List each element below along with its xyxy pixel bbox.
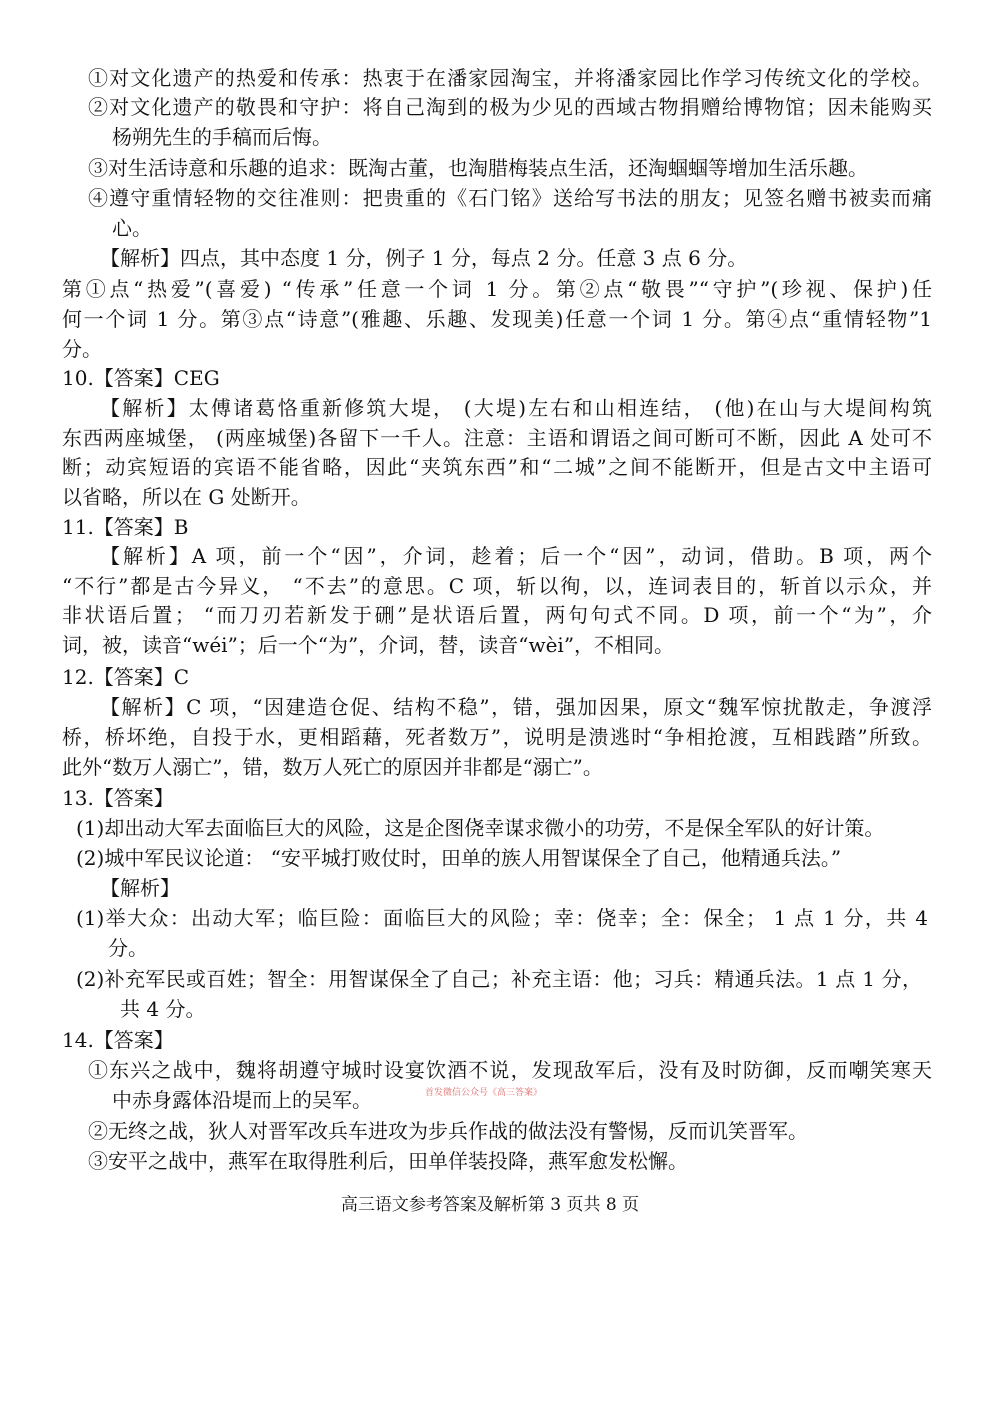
q9-point-2-cont: 杨朔先生的手稿而后悔。 (112, 125, 332, 149)
q13-answer: 13.【答案】 (62, 786, 174, 810)
q13-analysis-1: (1)举大众：出动大军；临巨险：面临巨大的风险；幸：侥幸；全：保全； 1 点 1 分，共 4 (76, 906, 928, 930)
q13-analysis-2-cont: 共 4 分。 (120, 997, 206, 1021)
q12-answer: 12.【答案】C (62, 665, 190, 689)
q9-analysis-3: 何一个词 1 分。第③点“诗意”(雅趣、乐趣、发现美)任意一个词 1 分。第④点“重情轻物”1 (62, 307, 932, 331)
q9-point-3: ③对生活诗意和乐趣的追求：既淘古董，也淘腊梅装点生活，还淘蝈蝈等增加生活乐趣。 (88, 156, 868, 180)
q12-analysis-1: 【解析】C 项，“因建造仓促、结构不稳”，错，强加因果，原文“魏军惊扰散走，争渡浮 (100, 695, 932, 719)
page-footer: 高三语文参考答案及解析第 3 页共 8 页 (340, 1195, 640, 1215)
q12-analysis-3: 此外“数万人溺亡”，错，数万人死亡的原因并非都是“溺亡”。 (62, 755, 603, 779)
q9-analysis-2: 第①点“热爱”(喜爱) “传承”任意一个词 1 分。第②点“敬畏”“守护”(珍视、保护)任 (62, 277, 932, 301)
q11-analysis-2: “不行”都是古今异义， “不去”的意思。C 项，斩以徇，以，连词表目的，斩首以示众，并 (62, 574, 932, 598)
q13-answer-2: (2)城中军民议论道： “安平城打败仗时，田单的族人用智谋保全了自己，他精通兵法。” (76, 846, 842, 870)
q11-analysis-3: 非状语后置； “而刀刃若新发于硎”是状语后置，两句句式不同。D 项，前一个“为”，介 (62, 603, 932, 627)
q10-analysis-2: 东西两座城堡， (两座城堡)各留下一千人。注意：主语和谓语之间可断可不断，因此 A 处可不 (62, 426, 932, 450)
q11-analysis-4: 词，被，读音“wéi”；后一个“为”，介词，替，读音“wèi”，不相同。 (62, 633, 675, 657)
q13-analysis-1-cont: 分。 (108, 936, 148, 960)
q9-point-4: ④遵守重情轻物的交往准则：把贵重的《石门铭》送给写书法的朋友；见签名赠书被卖而痛 (88, 186, 932, 210)
watermark-text: 首发微信公众号《高三答案》 (425, 1088, 543, 1098)
q14-answer: 14.【答案】 (62, 1028, 174, 1052)
q14-answer-1-cont: 中赤身露体沿堤而上的吴军。 (112, 1088, 372, 1112)
q10-answer: 10.【答案】CEG (62, 366, 220, 390)
q9-analysis-4: 分。 (62, 337, 102, 361)
q14-answer-3: ③安平之战中，燕军在取得胜利后，田单佯装投降，燕军愈发松懈。 (88, 1149, 688, 1173)
q14-answer-2: ②无终之战，狄人对晋军改兵车进攻为步兵作战的做法没有警惕，反而讥笑晋军。 (88, 1119, 808, 1143)
q12-analysis-2: 桥，桥坏绝，自投于水，更相蹈藉，死者数万”，说明是溃逃时“争相抢渡，互相践踏”所致。 (62, 725, 932, 749)
q13-analysis-2: (2)补充军民或百姓；智全：用智谋保全了自己；补充主语：他；习兵：精通兵法。1 点 1 分， (76, 967, 922, 991)
q13-answer-1: (1)却出动大军去面临巨大的风险，这是企图侥幸谋求微小的功劳，不是保全军队的好计策。 (76, 816, 885, 840)
q13-analysis-label: 【解析】 (100, 876, 180, 900)
q9-analysis-1: 【解析】四点，其中态度 1 分，例子 1 分，每点 2 分。任意 3 点 6 分。 (100, 246, 748, 270)
q9-point-4-cont: 心。 (112, 216, 152, 240)
q11-analysis-1: 【解析】A 项，前一个“因”，介词，趁着；后一个“因”，动词，借助。B 项，两个 (100, 544, 932, 568)
q9-point-2: ②对文化遗产的敬畏和守护：将自己淘到的极为少见的西域古物捐赠给博物馆；因未能购买 (88, 95, 932, 119)
q11-answer: 11.【答案】B (62, 515, 189, 539)
q14-answer-1: ①东兴之战中，魏将胡遵守城时设宴饮酒不说，发现敌军后，没有及时防御，反而嘲笑寒天 (88, 1058, 932, 1082)
q10-analysis-1: 【解析】太傅诸葛恪重新修筑大堤， (大堤)左右和山相连结， (他)在山与大堤间构筑 (100, 396, 932, 420)
q10-analysis-3: 断；动宾短语的宾语不能省略，因此“夹筑东西”和“二城”之间不能断开，但是古文中主语可 (62, 455, 932, 479)
q9-point-1: ①对文化遗产的热爱和传承：热衷于在潘家园淘宝，并将潘家园比作学习传统文化的学校。 (88, 66, 932, 90)
q10-analysis-4: 以省略，所以在 G 处断开。 (62, 485, 311, 509)
